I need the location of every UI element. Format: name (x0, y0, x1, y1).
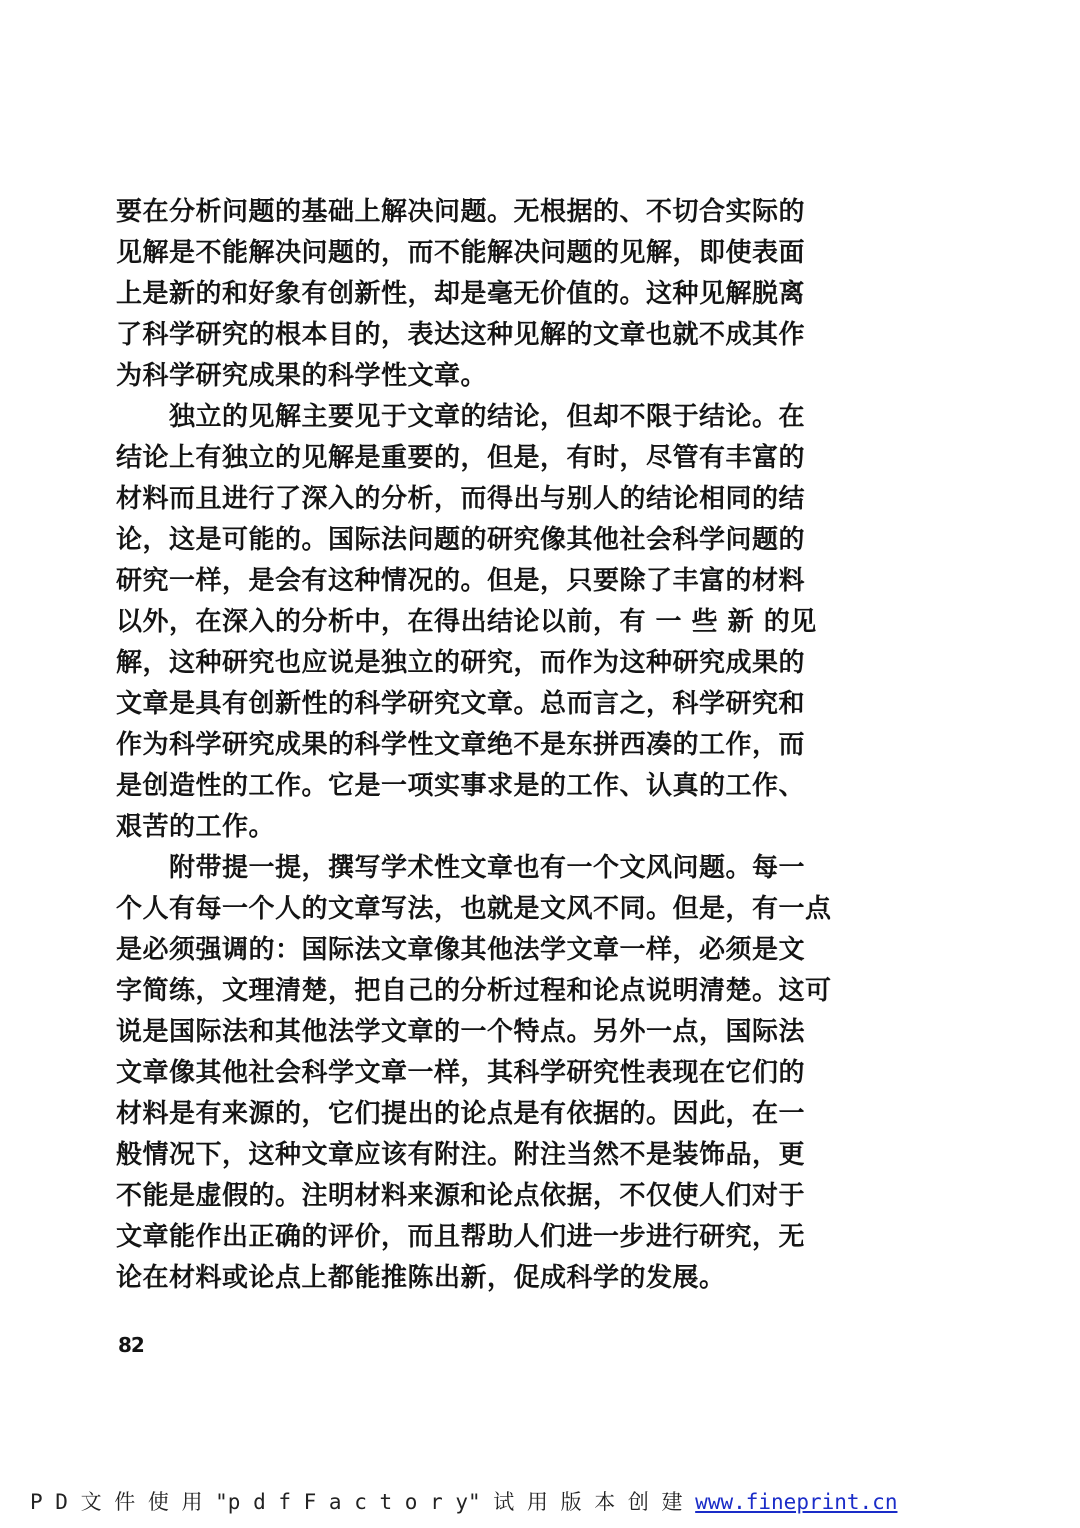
body-text (116, 192, 886, 1299)
text-line: 个人有每一个人的文章写法，也就是文风不同。但是，有一点 (116, 894, 832, 924)
text-line: 般情况下，这种文章应该有附注。附注当然不是装饰品，更 (116, 1140, 806, 1170)
text-line: 文章是具有创新性的科学研究文章。总而言之，科学研究和 (116, 689, 806, 719)
text-line: 不能是虚假的。注明材料来源和论点依据，不仅使人们对于 (116, 1181, 806, 1211)
text-line: 材料是有来源的，它们提出的论点是有依据的。因此，在一 (116, 1099, 806, 1129)
text-line: 材料而且进行了深入的分析，而得出与别人的结论相同的结 (116, 484, 806, 514)
text-line: 研究一样，是会有这种情况的。但是，只要除了丰富的材料 (116, 566, 806, 596)
text-line: 了科学研究的根本目的，表达这种见解的文章也就不成其作 (116, 320, 806, 350)
text-line: 论，这是可能的。国际法问题的研究像其他社会科学问题的 (116, 525, 806, 555)
text-line: 为科学研究成果的科学性文章。 (116, 361, 488, 391)
text-line: 是创造性的工作。它是一项实事求是的工作、认真的工作、 (116, 771, 806, 801)
text-line: 文章能作出正确的评价，而且帮助人们进一步进行研究，无 (116, 1222, 806, 1252)
text-line: 附带提一提，撰写学术性文章也有一个文风问题。每一 (116, 853, 806, 883)
text-line: 作为科学研究成果的科学性文章绝不是东拼西凑的工作，而 (116, 730, 806, 760)
text-line: 要在分析问题的基础上解决问题。无根据的、不切合实际的 (116, 197, 806, 227)
watermark-footer (30, 1486, 897, 1516)
text-line: 艰苦的工作。 (116, 812, 276, 842)
text-line: 论在材料或论点上都能推陈出新，促成科学的发展。 (116, 1263, 726, 1293)
text-line: 说是国际法和其他法学文章的一个特点。另外一点，国际法 (116, 1017, 806, 1047)
text-line: 字简练，文理清楚，把自己的分析过程和论点说明清楚。这可 (116, 976, 832, 1006)
footer-link[interactable]: www.fineprint.cn (695, 1490, 898, 1514)
text-line: 独立的见解主要见于文章的结论，但却不限于结论。在 (116, 402, 806, 432)
text-line: 是必须强调的：国际法文章像其他法学文章一样，必须是文 (116, 935, 806, 965)
text-line: 上是新的和好象有创新性，却是毫无价值的。这种见解脱离 (116, 279, 806, 309)
text-line: 以外，在深入的分析中，在得出结论以前，有 一 些 新 的见 (116, 607, 817, 637)
text-line: 结论上有独立的见解是重要的，但是，有时，尽管有丰富的 (116, 443, 806, 473)
footer-text: P D 文 件 使 用 "p d f F a c t o r y" 试 用 版 本 创 建 (30, 1490, 683, 1514)
text-line: 解，这种研究也应说是独立的研究，而作为这种研究成果的 (116, 648, 806, 678)
text-line: 见解是不能解决问题的，而不能解决问题的见解，即使表面 (116, 238, 806, 268)
text-line: 文章像其他社会科学文章一样，其科学研究性表现在它们的 (116, 1058, 806, 1088)
page-number: 82 (118, 1333, 144, 1357)
